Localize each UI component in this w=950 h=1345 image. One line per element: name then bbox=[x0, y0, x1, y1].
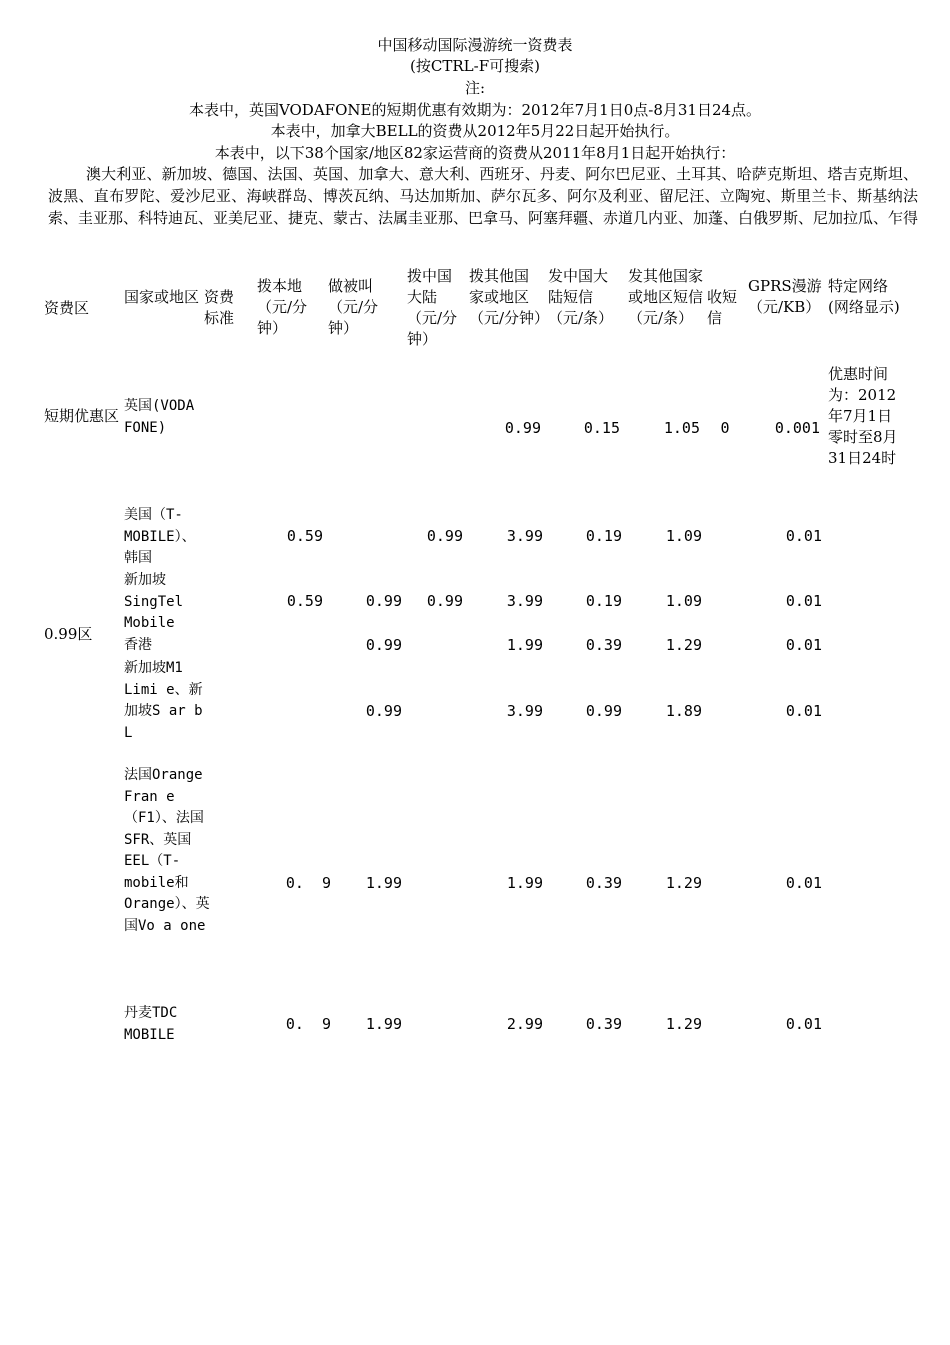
row-called: 0.99 bbox=[365, 702, 402, 720]
promo-sms-other: 1.05 bbox=[663, 419, 700, 437]
row-called: 0.99 bbox=[365, 636, 402, 654]
row-local-call: 0.59 bbox=[286, 527, 323, 545]
row-call-other: 3.99 bbox=[506, 592, 543, 610]
header-call-other: 拨其他国家或地区（元/分钟） bbox=[469, 267, 550, 327]
promo-country: 英国(VODAFONE) bbox=[124, 398, 195, 436]
row-gprs: 0.01 bbox=[785, 592, 822, 610]
promo-sms-receive: 0 bbox=[720, 419, 730, 437]
row-sms-china: 0.99 bbox=[585, 702, 622, 720]
table-row-country: 美国（T-MOBILE）、韩国 bbox=[124, 507, 196, 566]
header-zone: 资费区 bbox=[44, 299, 90, 317]
row-sms-other: 1.09 bbox=[665, 527, 702, 545]
promo-network: 优惠时间为：2012年7月1日零时至8月31日24时 bbox=[828, 365, 898, 467]
row-sms-other: 1.89 bbox=[665, 702, 702, 720]
row-call-china: 0.99 bbox=[426, 592, 463, 610]
row-call-china: 0.99 bbox=[426, 527, 463, 545]
table-row-country: 香港 bbox=[124, 637, 152, 653]
row-called: 0.99 bbox=[365, 592, 402, 610]
row-call-other: 1.99 bbox=[506, 874, 543, 892]
note-label: 注: bbox=[464, 79, 486, 97]
row-sms-other: 1.29 bbox=[665, 874, 702, 892]
row-sms-other: 1.09 bbox=[665, 592, 702, 610]
note-2: 本表中，加拿大BELL的资费从2012年5月22日起开始执行。 bbox=[270, 122, 680, 140]
header-network: 特定网络(网络显示) bbox=[828, 277, 900, 316]
promo-sms-china: 0.15 bbox=[583, 419, 620, 437]
row-called: 1.99 bbox=[365, 874, 402, 892]
row-call-other: 3.99 bbox=[506, 527, 543, 545]
row-gprs: 0.01 bbox=[785, 874, 822, 892]
header-called: 做被叫（元/分钟） bbox=[328, 277, 379, 337]
document-title: 中国移动国际漫游统一资费表 bbox=[377, 36, 573, 54]
promo-gprs: 0.001 bbox=[774, 419, 820, 437]
note-3: 本表中，以下38个国家/地区82家运营商的资费从2011年8月1日起开始执行： bbox=[214, 144, 736, 162]
row-called: 1.99 bbox=[365, 1015, 402, 1033]
promo-call-other: 0.99 bbox=[504, 419, 541, 437]
row-local-call: 0. 9 bbox=[285, 1015, 331, 1033]
zone-099-label: 0.99区 bbox=[44, 625, 93, 643]
row-gprs: 0.01 bbox=[785, 636, 822, 654]
row-sms-china: 0.39 bbox=[585, 874, 622, 892]
header-gprs: GPRS漫游（元/KB） bbox=[748, 277, 822, 316]
row-sms-china: 0.19 bbox=[585, 527, 622, 545]
table-row-country: 新加坡SingTel Mobile bbox=[124, 572, 184, 631]
countries-list: 澳大利亚、新加坡、德国、法国、英国、加拿大、意大利、西班牙、丹麦、阿尔巴尼亚、土耳其、哈萨克斯坦、塔吉克斯坦、波黑、直布罗陀、爱沙尼亚、海峡群岛、博茨瓦纳、马达加斯加、萨尔瓦多、阿尔及利亚、留尼汪、立陶宛、斯里兰卡、斯基纳法索、圭亚那、科特迪瓦、亚美尼亚、捷克、蒙古、法属圭亚那、巴拿马、阿塞拜疆、赤道几内亚、加蓬、白俄罗斯、尼加拉瓜、乍得 bbox=[48, 165, 919, 227]
row-gprs: 0.01 bbox=[785, 527, 822, 545]
row-sms-china: 0.39 bbox=[585, 636, 622, 654]
row-sms-china: 0.39 bbox=[585, 1015, 622, 1033]
promo-zone: 短期优惠区 bbox=[44, 407, 120, 425]
header-local-call: 拨本地（元/分钟） bbox=[257, 277, 308, 337]
row-sms-china: 0.19 bbox=[585, 592, 622, 610]
header-sms-other: 发其他国家或地区短信（元/条） bbox=[628, 267, 704, 327]
row-call-other: 1.99 bbox=[506, 636, 543, 654]
row-sms-other: 1.29 bbox=[665, 636, 702, 654]
row-call-other: 3.99 bbox=[506, 702, 543, 720]
row-local-call: 0. 9 bbox=[285, 874, 331, 892]
table-row-country: 新加坡M1 Limi e、新加坡S ar b L bbox=[124, 660, 212, 741]
header-sms-receive: 收短信 bbox=[707, 288, 738, 327]
row-local-call: 0.59 bbox=[286, 592, 323, 610]
document-subtitle: (按CTRL-F可搜索) bbox=[410, 57, 540, 75]
header-country: 国家或地区 bbox=[124, 288, 200, 306]
row-sms-other: 1.29 bbox=[665, 1015, 702, 1033]
header-standard: 资费标准 bbox=[204, 288, 235, 327]
row-gprs: 0.01 bbox=[785, 702, 822, 720]
table-row-country: 丹麦TDC MOBILE bbox=[124, 1005, 178, 1043]
table-row-country: 法国Orange Fran e（F1）、法国SFR、英国EEL（T-mobile和Orange）、英国Vo a one bbox=[124, 767, 212, 934]
header-call-china: 拨中国大陆（元/分钟） bbox=[407, 267, 458, 348]
row-gprs: 0.01 bbox=[785, 1015, 822, 1033]
header-sms-china: 发中国大陆短信（元/条） bbox=[548, 267, 614, 327]
row-call-other: 2.99 bbox=[506, 1015, 543, 1033]
note-1: 本表中，英国VODAFONE的短期优惠有效期为：2012年7月1日0点-8月31日24点。 bbox=[188, 101, 762, 119]
